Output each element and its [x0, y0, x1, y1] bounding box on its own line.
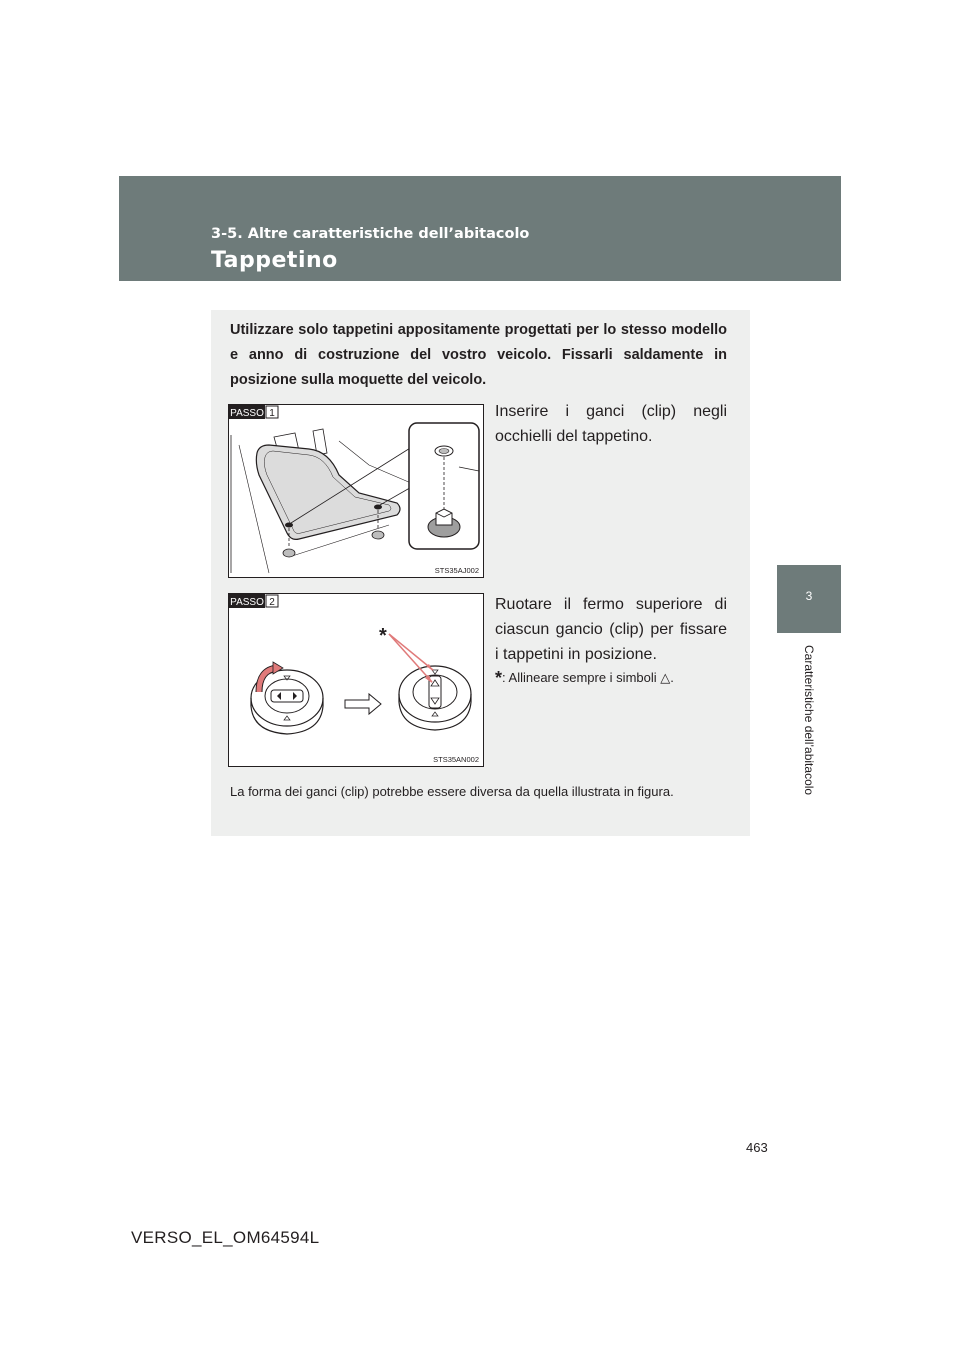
- step-2-badge: [229, 594, 278, 608]
- step-1-badge-label: PASSO: [230, 408, 264, 419]
- step-1-badge: [229, 405, 278, 419]
- step-2-badge-label: PASSO: [230, 597, 264, 608]
- step-1-text: Inserire i ganci (clip) negli occhielli del tappetino.: [495, 403, 727, 445]
- note-text: : Allineare sempre i simboli △.: [502, 670, 674, 685]
- floor-mat-illustration: [229, 405, 483, 577]
- figure-star-marker: *: [379, 625, 387, 647]
- note-star: *: [495, 668, 503, 688]
- intro-text: Utilizzare solo tappetini appositamente progettati per lo stesso modello e anno di costruzione del vostro veicolo. Fissarli saldamente in posizione sulla moquette del veicolo.: [230, 322, 727, 388]
- alignment-note: [495, 668, 727, 689]
- chapter-label-container: [801, 645, 817, 825]
- step-2-badge-number: 2: [269, 597, 275, 608]
- arrow-right-icon: [345, 694, 381, 714]
- clip-locked: [399, 666, 471, 730]
- footnote: La forma dei ganci (clip) potrebbe essere diversa da quella illustrata in figura.: [230, 784, 674, 799]
- content-box: [211, 310, 750, 836]
- step-1-badge-number: 1: [269, 408, 275, 419]
- clip-rotation-illustration: [229, 594, 483, 766]
- step-2-text: Ruotare il fermo superiore di ciascun gancio (clip) per fissare i tappetini in posizione.: [495, 596, 727, 663]
- section-header: [119, 176, 841, 281]
- chapter-number: 3: [805, 589, 813, 603]
- step-1-figure-code: STS35AJ002: [434, 566, 479, 575]
- section-title: 3-5. Altre caratteristiche dell’abitacolo: [211, 226, 530, 242]
- step-2-figure: [228, 593, 484, 767]
- chapter-label: Caratteristiche dell’abitacolo: [802, 645, 816, 796]
- document-code: VERSO_EL_OM64594L: [131, 1228, 320, 1247]
- page-number: 463: [746, 1140, 768, 1155]
- page-title: Tappetino: [211, 248, 338, 273]
- step-1-figure: [228, 404, 484, 578]
- clip-unlocked: [251, 662, 323, 734]
- step-2-figure-code: STS35AN002: [433, 755, 479, 764]
- chapter-tab[interactable]: [777, 565, 841, 633]
